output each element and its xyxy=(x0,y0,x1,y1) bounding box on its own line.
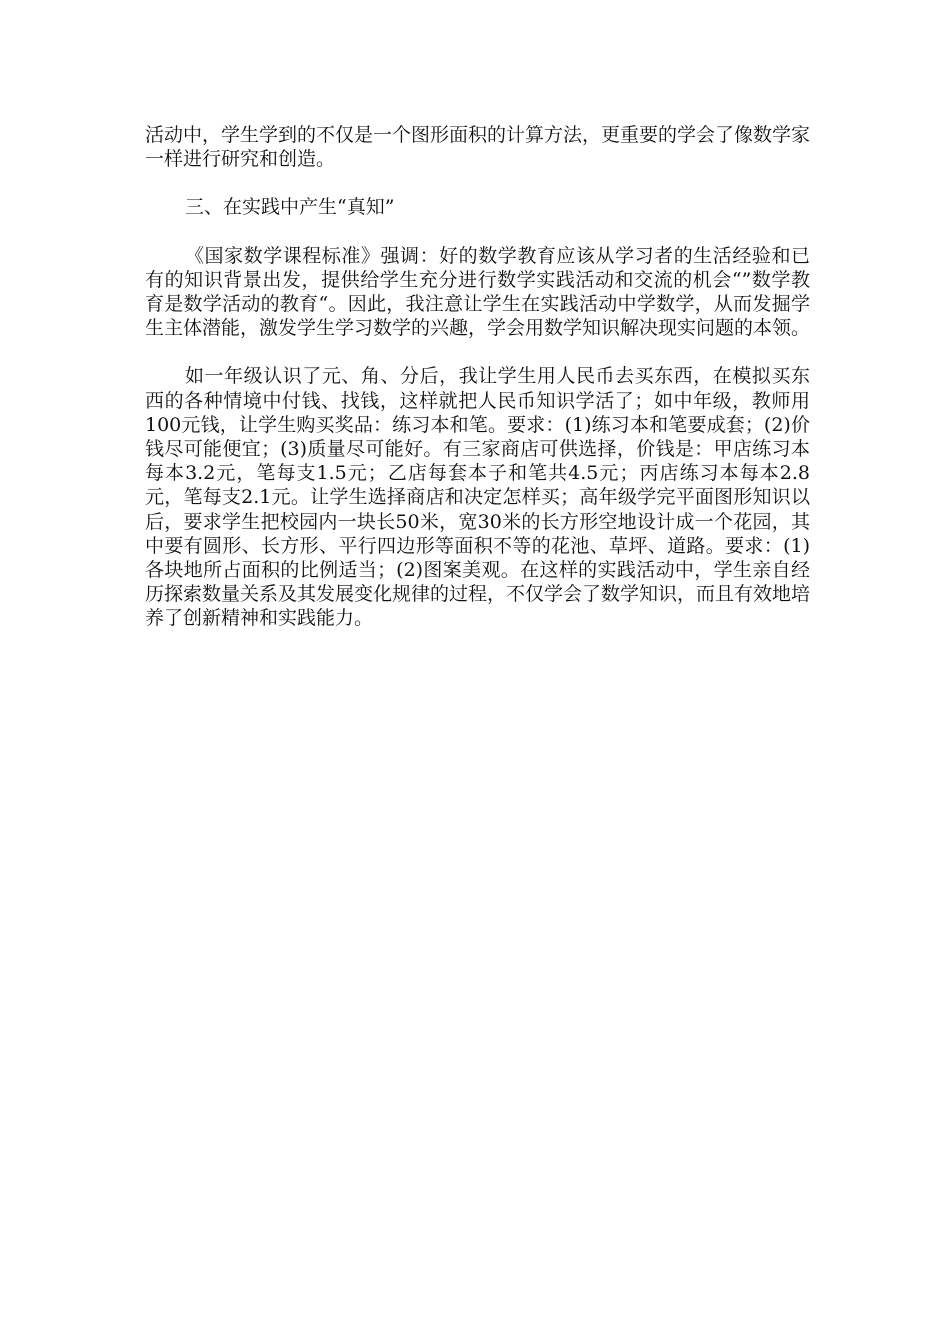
document-body xyxy=(145,123,810,655)
section-heading: 三、在实践中产生“真知” xyxy=(185,196,395,219)
paragraph-curriculum-standard: 《国家数学课程标准》强调：好的数学教育应该从学习者的生活经验和已有的知识背景出发，提供给学生充分进行数学实践活动和交流的机会“”数学教育是数学活动的教育“。因此，我注意让学生在实践活动中学数学，从而发掘学生主体潜能，激发学生学习数学的兴趣，学会用数学知识解决现实问题的本领。 xyxy=(145,244,811,340)
paragraph-continuation: 活动中，学生学到的不仅是一个图形面积的计算方法，更重要的学会了像数学家一样进行研究和创造。 xyxy=(145,124,811,171)
paragraph-practice-examples: 如一年级认识了元、角、分后，我让学生用人民币去买东西，在模拟买东西的各种情境中付钱、找钱，这样就把人民币知识学活了；如中年级，教师用100元钱，让学生购买奖品：练习本和笔。要求：(1)练习本和笔要成套；(2)价钱尽可能便宜；(3)质量尽可能好。有三家商店可供选择，价钱是：甲店练习本每本3.2元，笔每支1.5元；乙店每套本子和笔共4.5元；丙店练习本每本2.8元，笔每支2.1元。让学生选择商店和决定怎样买；高年级学完平面图形知识以后，要求学生把校园内一块长50米，宽30米的长方形空地设计成一个花园，其中要有圆形、长方形、平行四边形等面积不等的花池、草坪、道路。要求：(1)各块地所占面积的比例适当；(2)图案美观。在这样的实践活动中，学生亲自经历探索数量关系及其发展变化规律的过程，不仅学会了数学知识，而且有效地培养了创新精神和实践能力。 xyxy=(145,365,811,630)
